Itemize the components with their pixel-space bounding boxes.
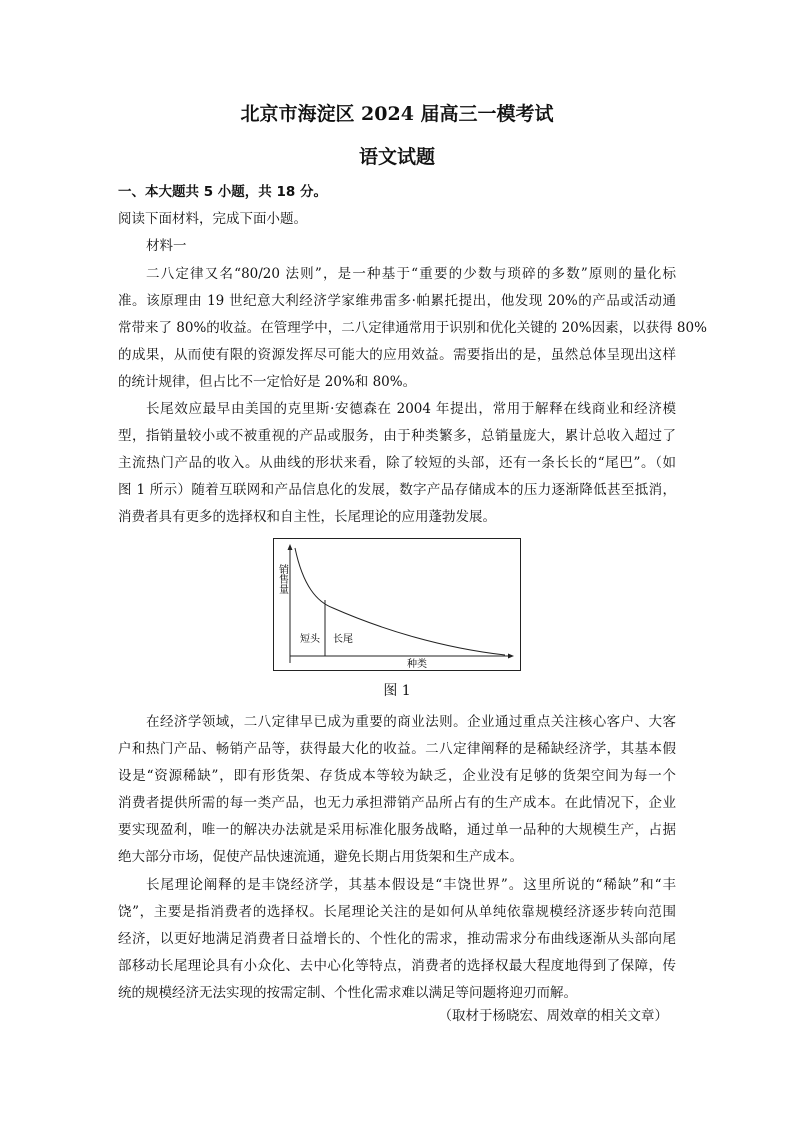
- text-line: 准。该原理由 19 世纪意大利经济学家维弗雷多·帕累托提出，他发现 20%的产品或活动通: [118, 293, 676, 309]
- page-title: 北京市海淀区 2024 届高三一模考试: [240, 103, 554, 125]
- text-line: 图 1 所示）随着互联网和产品信息化的发展，数字产品存储成本的压力逐渐降低甚至抵消，: [118, 482, 676, 498]
- text-line: 户和热门产品、畅销产品等，获得最大化的收益。二八定律阐释的是稀缺经济学，其基本假: [118, 741, 676, 757]
- text-line: 设是“资源稀缺”，即有形货架、存货成本等较为缺乏，企业没有足够的货架空间为每一个: [118, 768, 676, 784]
- text-line: 长尾效应最早由美国的克里斯·安德森在 2004 年提出，常用于解释在线商业和经济模: [146, 401, 676, 417]
- long-tail-curve: [295, 548, 505, 655]
- y-axis-arrow: [288, 544, 293, 550]
- text-line: 二八定律又名“80/20 法则”，是一种基于“重要的少数与琐碎的多数”原则的量化标: [146, 266, 676, 282]
- text-line: 型，指销量较小或不被重视的产品或服务，由于种类繁多，总销量庞大，累计总收入超过了: [118, 428, 676, 444]
- text-line: 消费者提供所需的每一类产品，也无力承担滞销产品所占有的生产成本。在此情况下，企业: [118, 795, 676, 811]
- text-line: 在经济学领域，二八定律早已成为重要的商业法则。企业通过重点关注核心客户、大客: [146, 714, 676, 730]
- text-line: 统的规模经济无法实现的按需定制、个性化需求难以满足等问题将迎刃而解。: [118, 985, 577, 1001]
- text-line: 饶”，主要是指消费者的选择权。长尾理论关注的是如何从单纯依靠规模经济逐步转向范围: [118, 904, 676, 920]
- x-axis-label: 种类: [407, 659, 427, 670]
- tail-label: 长尾: [333, 634, 353, 645]
- figure-frame: [274, 539, 521, 671]
- text-line: 主流热门产品的收入。从曲线的形状来看，除了较短的头部，还有一条长长的“尾巴”。（如: [118, 455, 676, 471]
- section-heading: 一、本大题共 5 小题，共 18 分。: [118, 184, 327, 200]
- text-line: 绝大部分市场，促使产品快速流通，避免长期占用货架和生产成本。: [118, 849, 523, 865]
- text-line: 部移动长尾理论具有小众化、去中心化等特点，消费者的选择权最大程度地得到了保障，传: [118, 958, 676, 974]
- text-line: 长尾理论阐释的是丰饶经济学，其基本假设是“丰饶世界”。这里所说的“稀缺”和“丰: [146, 877, 676, 893]
- figure-caption: 图 1: [383, 683, 411, 699]
- source-citation: （取材于杨晓宏、周效章的相关文章）: [438, 1008, 668, 1024]
- text-line: 的成果，从而使有限的资源发挥尽可能大的应用效益。需要指出的是，虽然总体呈现出这样: [118, 347, 676, 363]
- text-line: 要实现盈利，唯一的解决办法就是采用标准化服务战略，通过单一品种的大规模生产，占据: [118, 822, 676, 838]
- text-line: 常带来了 80%的收益。在管理学中，二八定律通常用于识别和优化关键的 20%因素，以获得 80%: [118, 320, 707, 336]
- instruction-text: 阅读下面材料，完成下面小题。: [118, 211, 307, 227]
- x-axis-arrow: [508, 654, 514, 659]
- material-label: 材料一: [146, 238, 187, 254]
- y-axis-label: 销售量: [276, 564, 288, 594]
- text-line: 的统计规律，但占比不一定恰好是 20%和 80%。: [118, 374, 417, 390]
- page-subtitle: 语文试题: [358, 146, 435, 168]
- head-label: 短头: [300, 634, 320, 645]
- text-line: 经济，以更好地满足消费者日益增长的、个性化的需求，推动需求分布曲线逐渐从头部向尾: [118, 931, 676, 947]
- long-tail-figure: [273, 538, 521, 671]
- text-line: 消费者具有更多的选择权和自主性，长尾理论的应用蓬勃发展。: [118, 509, 496, 525]
